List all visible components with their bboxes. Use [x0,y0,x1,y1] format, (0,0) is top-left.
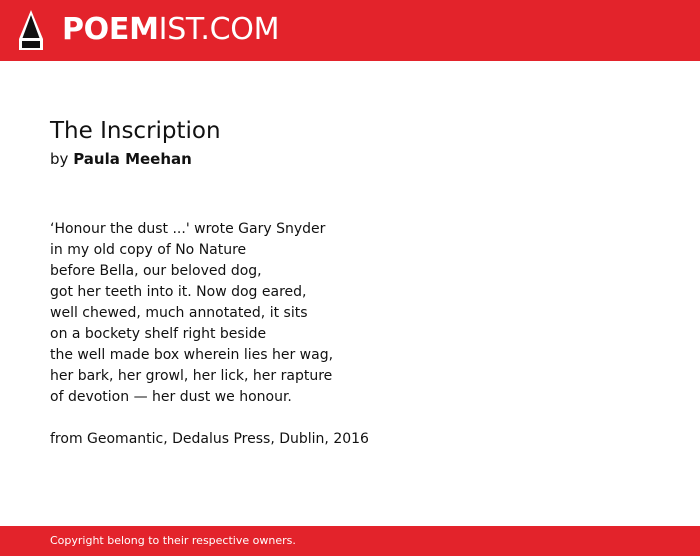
logo-text-bold: POEM [62,12,159,47]
pencil-tip-icon[interactable] [18,9,44,51]
logo-text-light: IST.COM [158,12,280,47]
poem-author: Paula Meehan [73,150,192,168]
byline-prefix: by [50,150,69,168]
byline [50,148,192,170]
poem-line: ‘Honour the dust ...' wrote Gary Snyder [50,221,326,237]
poem-line: in my old copy of No Nature [50,242,247,258]
poem-line: on a bockety shelf right beside [50,326,267,342]
poem-body [50,219,650,408]
poem-line: the well made box wherein lies her wag, [50,347,334,363]
poem-line: got her teeth into it. Now dog eared, [50,284,307,300]
poem-line: well chewed, much annotated, it sits [50,305,308,321]
poem-source: from Geomantic, Dedalus Press, Dublin, 2016 [50,431,369,447]
site-header [0,0,700,61]
poem-line: her bark, her growl, her lick, her rapture [50,368,333,384]
poem-line: of devotion — her dust we honour. [50,389,292,405]
site-footer [0,526,700,556]
poem-title: The Inscription [50,118,221,144]
poem-line: before Bella, our beloved dog, [50,263,262,279]
footer-copyright: Copyright belong to their respective owners. [50,534,296,547]
site-logo[interactable] [62,12,279,48]
